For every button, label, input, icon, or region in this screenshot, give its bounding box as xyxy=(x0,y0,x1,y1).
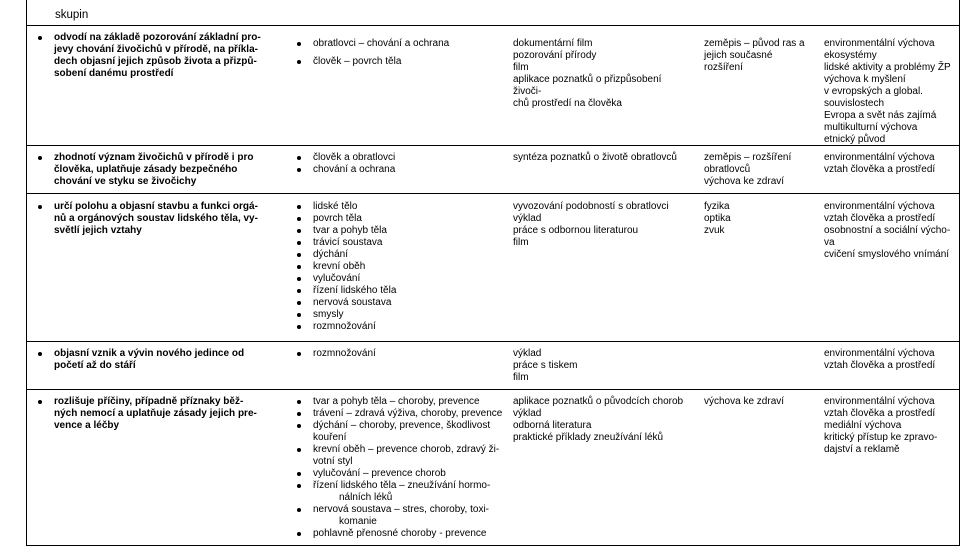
themes-line: ekosystémy xyxy=(824,50,877,61)
outcome-line: jevy chování živočichů v přírodě, na příkla- xyxy=(54,44,258,55)
themes-line: dajství a reklamě xyxy=(824,444,900,455)
methods-line: aplikace poznatků o přizpůsobení živoči- xyxy=(513,74,662,97)
cross-subject-cell xyxy=(704,38,814,74)
learning-outcome-cell xyxy=(54,396,274,432)
curriculum-item: člověk a obratlovci xyxy=(313,152,503,164)
methods-line: práce s odbornou literaturou xyxy=(513,225,639,236)
cross-subject-line: výchova ke zdraví xyxy=(704,396,785,407)
themes-line: vztah člověka a prostředí xyxy=(824,360,936,371)
themes-line: vztah člověka a prostředí xyxy=(824,213,936,224)
learning-outcome-cell xyxy=(54,201,274,237)
curriculum-item: člověk – povrch těla xyxy=(313,56,503,68)
themes-line: environmentální výchova xyxy=(824,348,935,359)
outcome-line: dech objasní jejich způsob života a přizpů- xyxy=(54,56,257,67)
methods-line: aplikace poznatků o původcích chorob xyxy=(513,396,684,407)
methods-line: výklad xyxy=(513,408,542,419)
learning-outcome-cell xyxy=(54,348,274,372)
methods-line: práce s tiskem xyxy=(513,360,578,371)
curriculum-item: nervová soustava xyxy=(313,297,503,309)
curriculum-item-continuation: nálních léků xyxy=(339,492,393,503)
curriculum-cell xyxy=(313,396,503,540)
methods-line: pozorování přírody xyxy=(513,50,597,61)
themes-line: kritický přístup ke zpravo- xyxy=(824,432,938,443)
curriculum-item: trávení – zdravá výživa, choroby, prevence xyxy=(313,408,503,419)
methods-cell xyxy=(513,201,688,249)
methods-line: dokumentární film xyxy=(513,38,593,49)
methods-line: chů prostředí na člověka xyxy=(513,98,622,109)
column-divider xyxy=(26,0,27,546)
outcome-line: odvodí na základě pozorování základní pro- xyxy=(54,32,274,44)
themes-line: mediální výchova xyxy=(824,420,902,431)
outcome-line: vence a léčby xyxy=(54,420,120,431)
themes-cell xyxy=(824,152,956,176)
methods-line: syntéza poznatků o životě obratlovců xyxy=(513,152,677,163)
curriculum-cell xyxy=(313,152,503,176)
curriculum-cell xyxy=(313,201,503,333)
curriculum-item: lidské tělo xyxy=(313,201,503,213)
learning-outcome-cell xyxy=(54,152,274,188)
themes-cell xyxy=(824,201,956,261)
outcome-line: rozlišuje příčiny, případně příznaky běž- xyxy=(54,396,274,408)
curriculum-item: vylučování – prevence chorob xyxy=(313,468,503,480)
curriculum-item: dýchání xyxy=(313,249,503,261)
outcome-line: zhodnotí význam živočichů v přírodě i pro xyxy=(54,152,274,164)
curriculum-item: krevní oběh – prevence chorob, zdravý ži- xyxy=(313,444,503,456)
outcome-line: objasní vznik a vývin nového jedince od xyxy=(54,348,274,360)
themes-cell xyxy=(824,38,956,146)
methods-line: výklad xyxy=(513,348,542,359)
methods-line: film xyxy=(513,372,529,383)
row-divider xyxy=(26,145,960,146)
themes-cell xyxy=(824,348,956,372)
methods-cell xyxy=(513,152,688,164)
cross-subject-line: zvuk xyxy=(704,225,725,236)
methods-cell xyxy=(513,396,688,444)
methods-line: praktické příklady zneužívání léků xyxy=(513,432,664,443)
curriculum-cell xyxy=(313,348,503,360)
curriculum-item: chování a ochrana xyxy=(313,164,503,176)
outcome-line: sobení danému prostředí xyxy=(54,68,174,79)
curriculum-item: řízení lidského těla – zneužívání hormo- xyxy=(313,480,503,492)
curriculum-item: smysly xyxy=(313,309,503,321)
table-border-top xyxy=(26,25,960,26)
curriculum-item: obratlovci – chování a ochrana xyxy=(313,38,503,50)
themes-cell xyxy=(824,396,956,456)
themes-line: environmentální výchova xyxy=(824,201,935,212)
curriculum-cell xyxy=(313,38,503,68)
themes-line: osobnostní a sociální výcho- xyxy=(824,225,951,236)
themes-line: cvičení smyslového vnímání xyxy=(824,249,950,260)
themes-line: multikulturní výchova xyxy=(824,122,918,133)
themes-line: v evropských a global. xyxy=(824,86,923,97)
curriculum-item-continuation: komanie xyxy=(339,516,377,527)
learning-outcome-cell xyxy=(54,32,274,80)
curriculum-item: trávicí soustava xyxy=(313,237,503,249)
themes-line: environmentální výchova xyxy=(824,152,935,163)
cross-subject-line: fyzika xyxy=(704,201,730,212)
outcome-line: početí až do stáří xyxy=(54,360,136,371)
themes-line: etnický původ xyxy=(824,134,886,145)
methods-line: výklad xyxy=(513,213,542,224)
outcome-line: chování ve styku se živočichy xyxy=(54,176,197,187)
cross-subject-line: jejich současné rozšíření xyxy=(704,50,773,73)
curriculum-item: tvar a pohyb těla xyxy=(313,225,503,237)
row-divider xyxy=(26,341,960,342)
themes-line: vztah člověka a prostředí xyxy=(824,164,936,175)
outcome-line: člověka, uplatňuje zásady bezpečného xyxy=(54,164,238,175)
cross-subject-line: výchova ke zdraví xyxy=(704,176,785,187)
themes-line: lidské aktivity a problémy ŽP xyxy=(824,62,951,73)
themes-line: Evropa a svět nás zajímá xyxy=(824,110,937,121)
curriculum-item-continuation: kouření xyxy=(313,432,347,443)
cross-subject-cell xyxy=(704,396,814,408)
curriculum-item: řízení lidského těla xyxy=(313,285,503,297)
themes-line: environmentální výchova xyxy=(824,38,935,49)
methods-line: film xyxy=(513,237,529,248)
outcome-line: nů a orgánových soustav lidského těla, vy- xyxy=(54,213,258,224)
themes-line: souvislostech xyxy=(824,98,885,109)
cross-subject-cell xyxy=(704,152,814,188)
methods-line: film xyxy=(513,62,529,73)
row-divider xyxy=(26,193,960,194)
curriculum-item: krevní oběh xyxy=(313,261,503,273)
themes-line: environmentální výchova xyxy=(824,396,935,407)
curriculum-item: dýchání – choroby, prevence, škodlivost xyxy=(313,420,503,432)
curriculum-item: tvar a pohyb těla – choroby, prevence xyxy=(313,396,503,408)
methods-line: odborná literatura xyxy=(513,420,592,431)
cross-subject-cell xyxy=(704,201,814,237)
methods-cell xyxy=(513,348,688,384)
curriculum-item: rozmnožování xyxy=(313,348,503,360)
cross-subject-line: obratlovců xyxy=(704,164,751,175)
cross-subject-line: zeměpis – původ ras a xyxy=(704,38,805,49)
outcome-line: světlí jejich vztahy xyxy=(54,225,142,236)
page-title: skupin xyxy=(55,9,89,21)
themes-line: výchova k myšlení xyxy=(824,74,906,85)
themes-line: va xyxy=(824,237,835,248)
curriculum-item: vylučování xyxy=(313,273,503,285)
curriculum-item: nervová soustava – stres, choroby, toxi- xyxy=(313,504,503,516)
curriculum-item: povrch těla xyxy=(313,213,503,225)
curriculum-item: rozmnožování xyxy=(313,321,503,333)
row-divider xyxy=(26,389,960,390)
outcome-line: určí polohu a objasní stavbu a funkci orgá- xyxy=(54,201,274,213)
methods-line: vyvozování podobností s obratlovci xyxy=(513,201,669,212)
cross-subject-line: optika xyxy=(704,213,731,224)
themes-line: vztah člověka a prostředí xyxy=(824,408,936,419)
curriculum-item-continuation: votní styl xyxy=(313,456,353,467)
cross-subject-line: zeměpis – rozšíření xyxy=(704,152,792,163)
curriculum-item: pohlavně přenosné choroby - prevence xyxy=(313,528,503,540)
methods-cell xyxy=(513,38,688,110)
outcome-line: ných nemocí a uplatňuje zásady jejich pre- xyxy=(54,408,257,419)
